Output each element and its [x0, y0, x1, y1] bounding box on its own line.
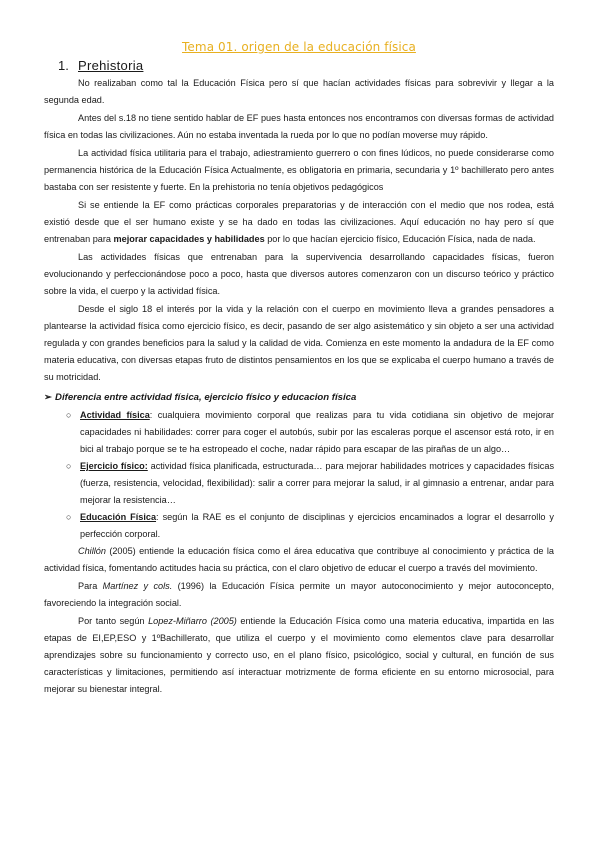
- definition-term: Actividad física: [80, 410, 150, 420]
- paragraph-5: Las actividades físicas que entrenaban para la supervivencia desarrollando capacidades físicas, fueron evolucionando y perfeccionándose poco a poco, hasta que diversos autores comenzaron con un discurso teórico y práctico sobre la vida, el cuerpo y la actividad física.: [44, 252, 554, 296]
- citation-text: (1996) la Educación Física permite un mayor autoconocimiento y mejor autoconcepto, favoreciendo la integración social.: [44, 581, 554, 608]
- definition-term: Educación Física: [80, 512, 157, 522]
- citation-text: (2005) entiende la educación física como el área educativa que contribuye al conocimiento y práctica de la actividad física, fomentando actitudes hacia su práctica, con el claro objetivo de educar el cuerpo a través del movimiento.: [44, 546, 554, 573]
- citation-martinez: [44, 578, 554, 612]
- paragraph-4-part-a: Si se entiende la EF como prácticas corporales preparatorias y de interacción con el medio que nos rodea, está existió desde que el ser humano existe y se ha dado en todas las civilizaciones. Aquí educación no hay pero sí que entrenaban para: [44, 200, 554, 244]
- paragraph-3: La actividad física utilitaria para el trabajo, adiestramiento guerrero o con fines lúdicos, no puede considerarse como permanencia histórica de la Educación Física Actualmente, es obligatoria en primaria, secundaria y 1º bachillerato pero antes bastaba con ser resistente y fuerte. En la prehistoria no tenía objetivos pedagógicos: [44, 148, 554, 192]
- citation-author: Chillón: [78, 546, 106, 556]
- definition-educacion-fisica: [66, 509, 554, 543]
- paragraph-1: No realizaban como tal la Educación Física pero sí que hacían actividades físicas para sobrevivir y llegar a la segunda edad.: [44, 78, 554, 105]
- definitions-list: [44, 407, 554, 543]
- section-heading: [58, 58, 554, 73]
- definition-text: : cualquiera movimiento corporal que realizas para tu vida cotidiana sin objetivo de mejorar capacidades ni habilidades: correr para coger el autobús, subir por las escaleras porque el ascensor está roto, ir en bici al trabajo porque se te ha estropeado el coche, nadar rápido para escapar de las pirañas de un algo…: [80, 410, 554, 454]
- subheading-differences: [44, 389, 554, 406]
- paragraph-4-bold: mejorar capacidades y habilidades: [113, 234, 265, 244]
- paragraph-4-part-b: por lo que hacían ejercicio físico, Educación Física, nada de nada.: [264, 234, 536, 244]
- paragraph-2: Antes del s.18 no tiene sentido hablar de EF pues hasta entonces nos encontramos con diversas formas de actividad física en todas las civilizaciones. Aún no estaba inventada la rueda por lo que no podían moverse muy rápido.: [44, 113, 554, 140]
- definition-actividad-fisica: [66, 407, 554, 458]
- citation-lead: Por tanto según: [78, 616, 149, 626]
- arrow-bullet-icon: ➢: [44, 392, 53, 403]
- definition-text: actividad física planificada, estructurada… para mejorar habilidades motrices y capacidades físicas (fuerza, resistencia, velocidad, flexibilidad): salir a correr para mejorar la salud, ir al gimnasio a entrenar, andar para mejorar la resistencia…: [80, 461, 555, 505]
- section-title: Prehistoria: [78, 58, 144, 73]
- citation-author: Martínez y cols.: [102, 581, 173, 591]
- citation-lopez: [44, 613, 554, 698]
- definition-term: Ejercicio físico:: [80, 461, 148, 471]
- section-number: 1.: [58, 58, 69, 73]
- document-title: Tema 01. origen de la educación física: [182, 40, 416, 54]
- circle-bullet-icon: ○: [66, 461, 72, 471]
- citation-text: entiende la Educación Física como una materia educativa, impartida en las etapas de EI,EP,ESO y 1ºBachillerato, que utiliza el cuerpo y el movimiento como elementos clave para desarrollar aprendizajes sobre su funcionamiento y correcto uso, en el plano físico, psicológico, social y cultural, en función de sus características y limitaciones, permitiendo así interactuar motrizmente de forma eficiente en su entorno microsocial, para mejorar su bienestar integral.: [44, 616, 555, 694]
- paragraph-4: [44, 197, 554, 248]
- citation-author: Lopez-Miñarro (2005): [148, 616, 237, 626]
- paragraph-6: Desde el siglo 18 el interés por la vida y la relación con el cuerpo en movimiento lleva a grandes pensadores a plantearse la actividad física como ejercicio físico, es decir, pasando de ser algo asistemático y sin objeto a ser una actividad regulada y con grandes beneficios para la salud y la calidad de vida. Comienza en este momento la andadura de la EF como materia educativa, con diversas etapas fruto de distintos pensamientos en los que se explicaba el cuerpo humano a través de su motricidad.: [44, 304, 554, 382]
- subheading-text: Diferencia entre actividad física, ejercicio físico y educacion física: [55, 392, 357, 403]
- citation-lead: Para: [78, 581, 103, 591]
- definition-text: : según la RAE es el conjunto de disciplinas y ejercicios encaminados a lograr el desarrollo y perfección corporal.: [80, 512, 554, 539]
- circle-bullet-icon: ○: [66, 512, 72, 522]
- citation-chillon: [44, 543, 554, 577]
- circle-bullet-icon: ○: [66, 410, 72, 420]
- definition-ejercicio-fisico: [66, 458, 554, 509]
